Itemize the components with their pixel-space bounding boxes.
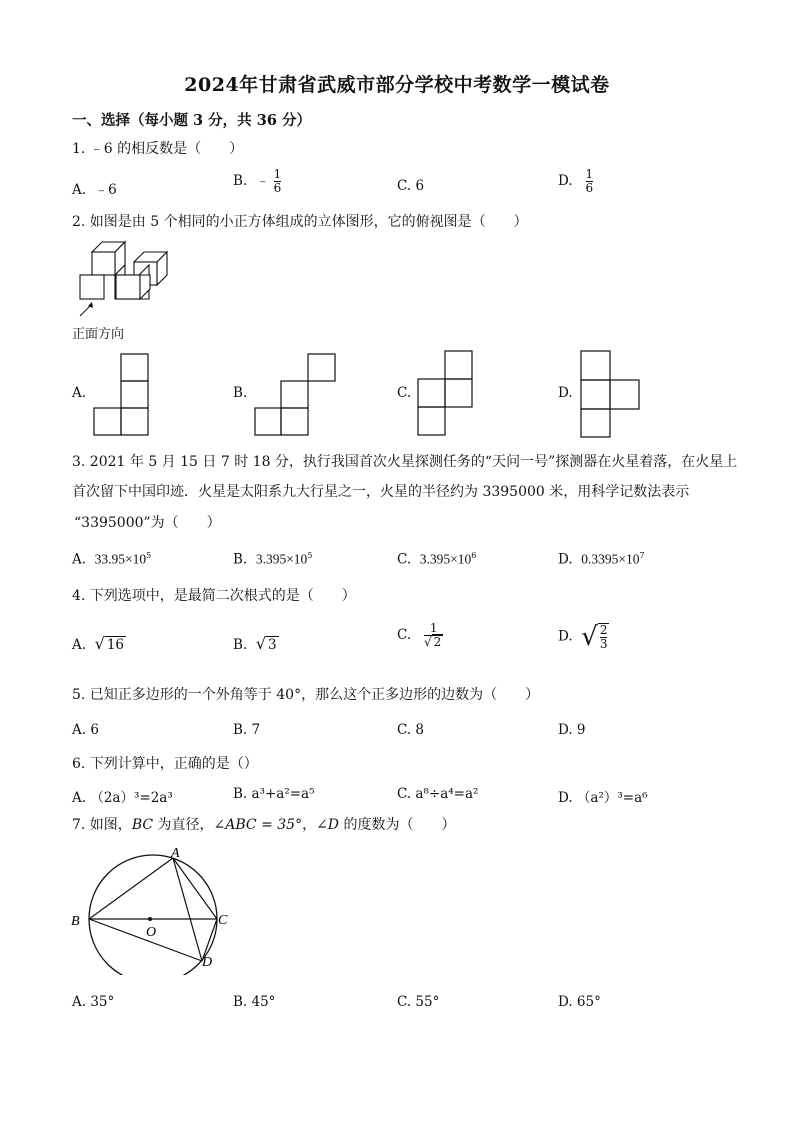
q4-option-b: B. √ 3 — [233, 634, 277, 653]
q2-option-c-label: C. — [397, 385, 412, 401]
q4-option-a: A. √ 16 — [72, 634, 125, 653]
front-direction-label: 正面方向 — [72, 327, 125, 342]
q5-option-b: B. 7 — [233, 722, 261, 738]
q2-option-d-label: D. — [558, 385, 573, 401]
q1-option-c: C. 6 — [397, 178, 425, 194]
q4-stem: 4. 下列选项中，是最简二次根式的是（ ） — [72, 588, 356, 604]
q2-option-c-view — [416, 349, 474, 437]
q1-option-d: D. $\frac{1}{6}$ — [558, 167, 594, 195]
q6-stem: 6. 下列计算中，正确的是（） — [72, 756, 258, 772]
point-c-label: C — [218, 913, 228, 928]
point-d-label: D — [202, 955, 213, 970]
q7-stem: 7. 如图，BC 为直径，∠ABC = 35°，∠D 的度数为（ ） — [72, 817, 456, 833]
q5-stem: 5. 已知正多边形的一个外角等于 40°，那么这个正多边形的边数为（ ） — [72, 687, 540, 703]
page-title: 2024年甘肃省武威市部分学校中考数学一模试卷 — [184, 74, 610, 96]
q2-option-b-label: B. — [233, 385, 248, 401]
q1-stem: 1. ﹣6 的相反数是（ ） — [72, 141, 244, 157]
q2-option-b-view — [253, 352, 337, 436]
q5-option-d: D. 9 — [558, 722, 586, 738]
fraction: $\frac{2}{3}$ — [599, 623, 608, 651]
q2-option-d-view — [579, 349, 641, 439]
fraction: $\frac{1}{6}$ — [273, 167, 282, 195]
section-heading: 一、选择（每小题 3 分，共 36 分） — [72, 112, 311, 129]
q7-circle-figure — [66, 840, 236, 975]
q6-option-d: D. （a²）³=a⁶ — [558, 790, 648, 806]
point-b-label: B — [71, 914, 80, 929]
q3-option-c: C. $3.395\times 10^6$ — [397, 551, 477, 568]
q7-option-c: C. 55° — [397, 994, 440, 1010]
q2-option-a-view — [92, 352, 150, 436]
q6-option-c: C. a⁸÷a⁴=a² — [397, 786, 479, 802]
q1-option-b: B. ﹣ $\frac{1}{6}$ — [233, 167, 282, 195]
q4-option-c: C. $\frac{1}{√ 2}$ — [397, 621, 442, 649]
point-o-label: O — [146, 925, 157, 940]
fraction: $\frac{1}{6}$ — [585, 167, 594, 195]
q6-option-b: B. a³+a²=a⁵ — [233, 786, 315, 802]
q7-option-b: B. 45° — [233, 994, 276, 1010]
q2-option-a-label: A. — [72, 385, 87, 401]
q2-stem: 2. 如图是由 5 个相同的小正方体组成的立体图形，它的俯视图是（ ） — [72, 214, 528, 230]
q3-option-a: A. $33.95\times 10^5$ — [72, 551, 152, 568]
q3-stem-line1: 3. 2021 年 5 月 15 日 7 时 18 分，执行我国首次火星探测任务的“天问一号”探测器在火星着落，在火星上 — [72, 454, 738, 470]
center-point — [148, 917, 152, 921]
q6-option-a: A. （2a）³=2a³ — [72, 790, 173, 806]
fraction: $\frac{1}{√ 2}$ — [424, 621, 442, 649]
q3-option-d: D. $0.3395\times 10^7$ — [558, 551, 645, 568]
q3-stem-line3: “3395000”为（ ） — [74, 515, 221, 531]
q2-solid-figure — [72, 240, 172, 320]
q4-option-d: D. √ $\frac{2}{3}$ — [558, 622, 608, 652]
q3-stem-line2: 首次留下中国印迹．火星是太阳系九大行星之一，火星的半径约为 3395000 米，用科学记数法表示 — [72, 484, 690, 500]
q5-option-a: A. 6 — [72, 722, 99, 738]
q3-option-b: B. $3.395\times 10^5$ — [233, 551, 313, 568]
q7-option-d: D. 65° — [558, 994, 601, 1010]
point-a-label: A — [171, 846, 180, 861]
q1-option-a: A. ﹣6 — [72, 182, 117, 198]
q5-option-c: C. 8 — [397, 722, 425, 738]
q7-option-a: A. 35° — [72, 994, 115, 1010]
